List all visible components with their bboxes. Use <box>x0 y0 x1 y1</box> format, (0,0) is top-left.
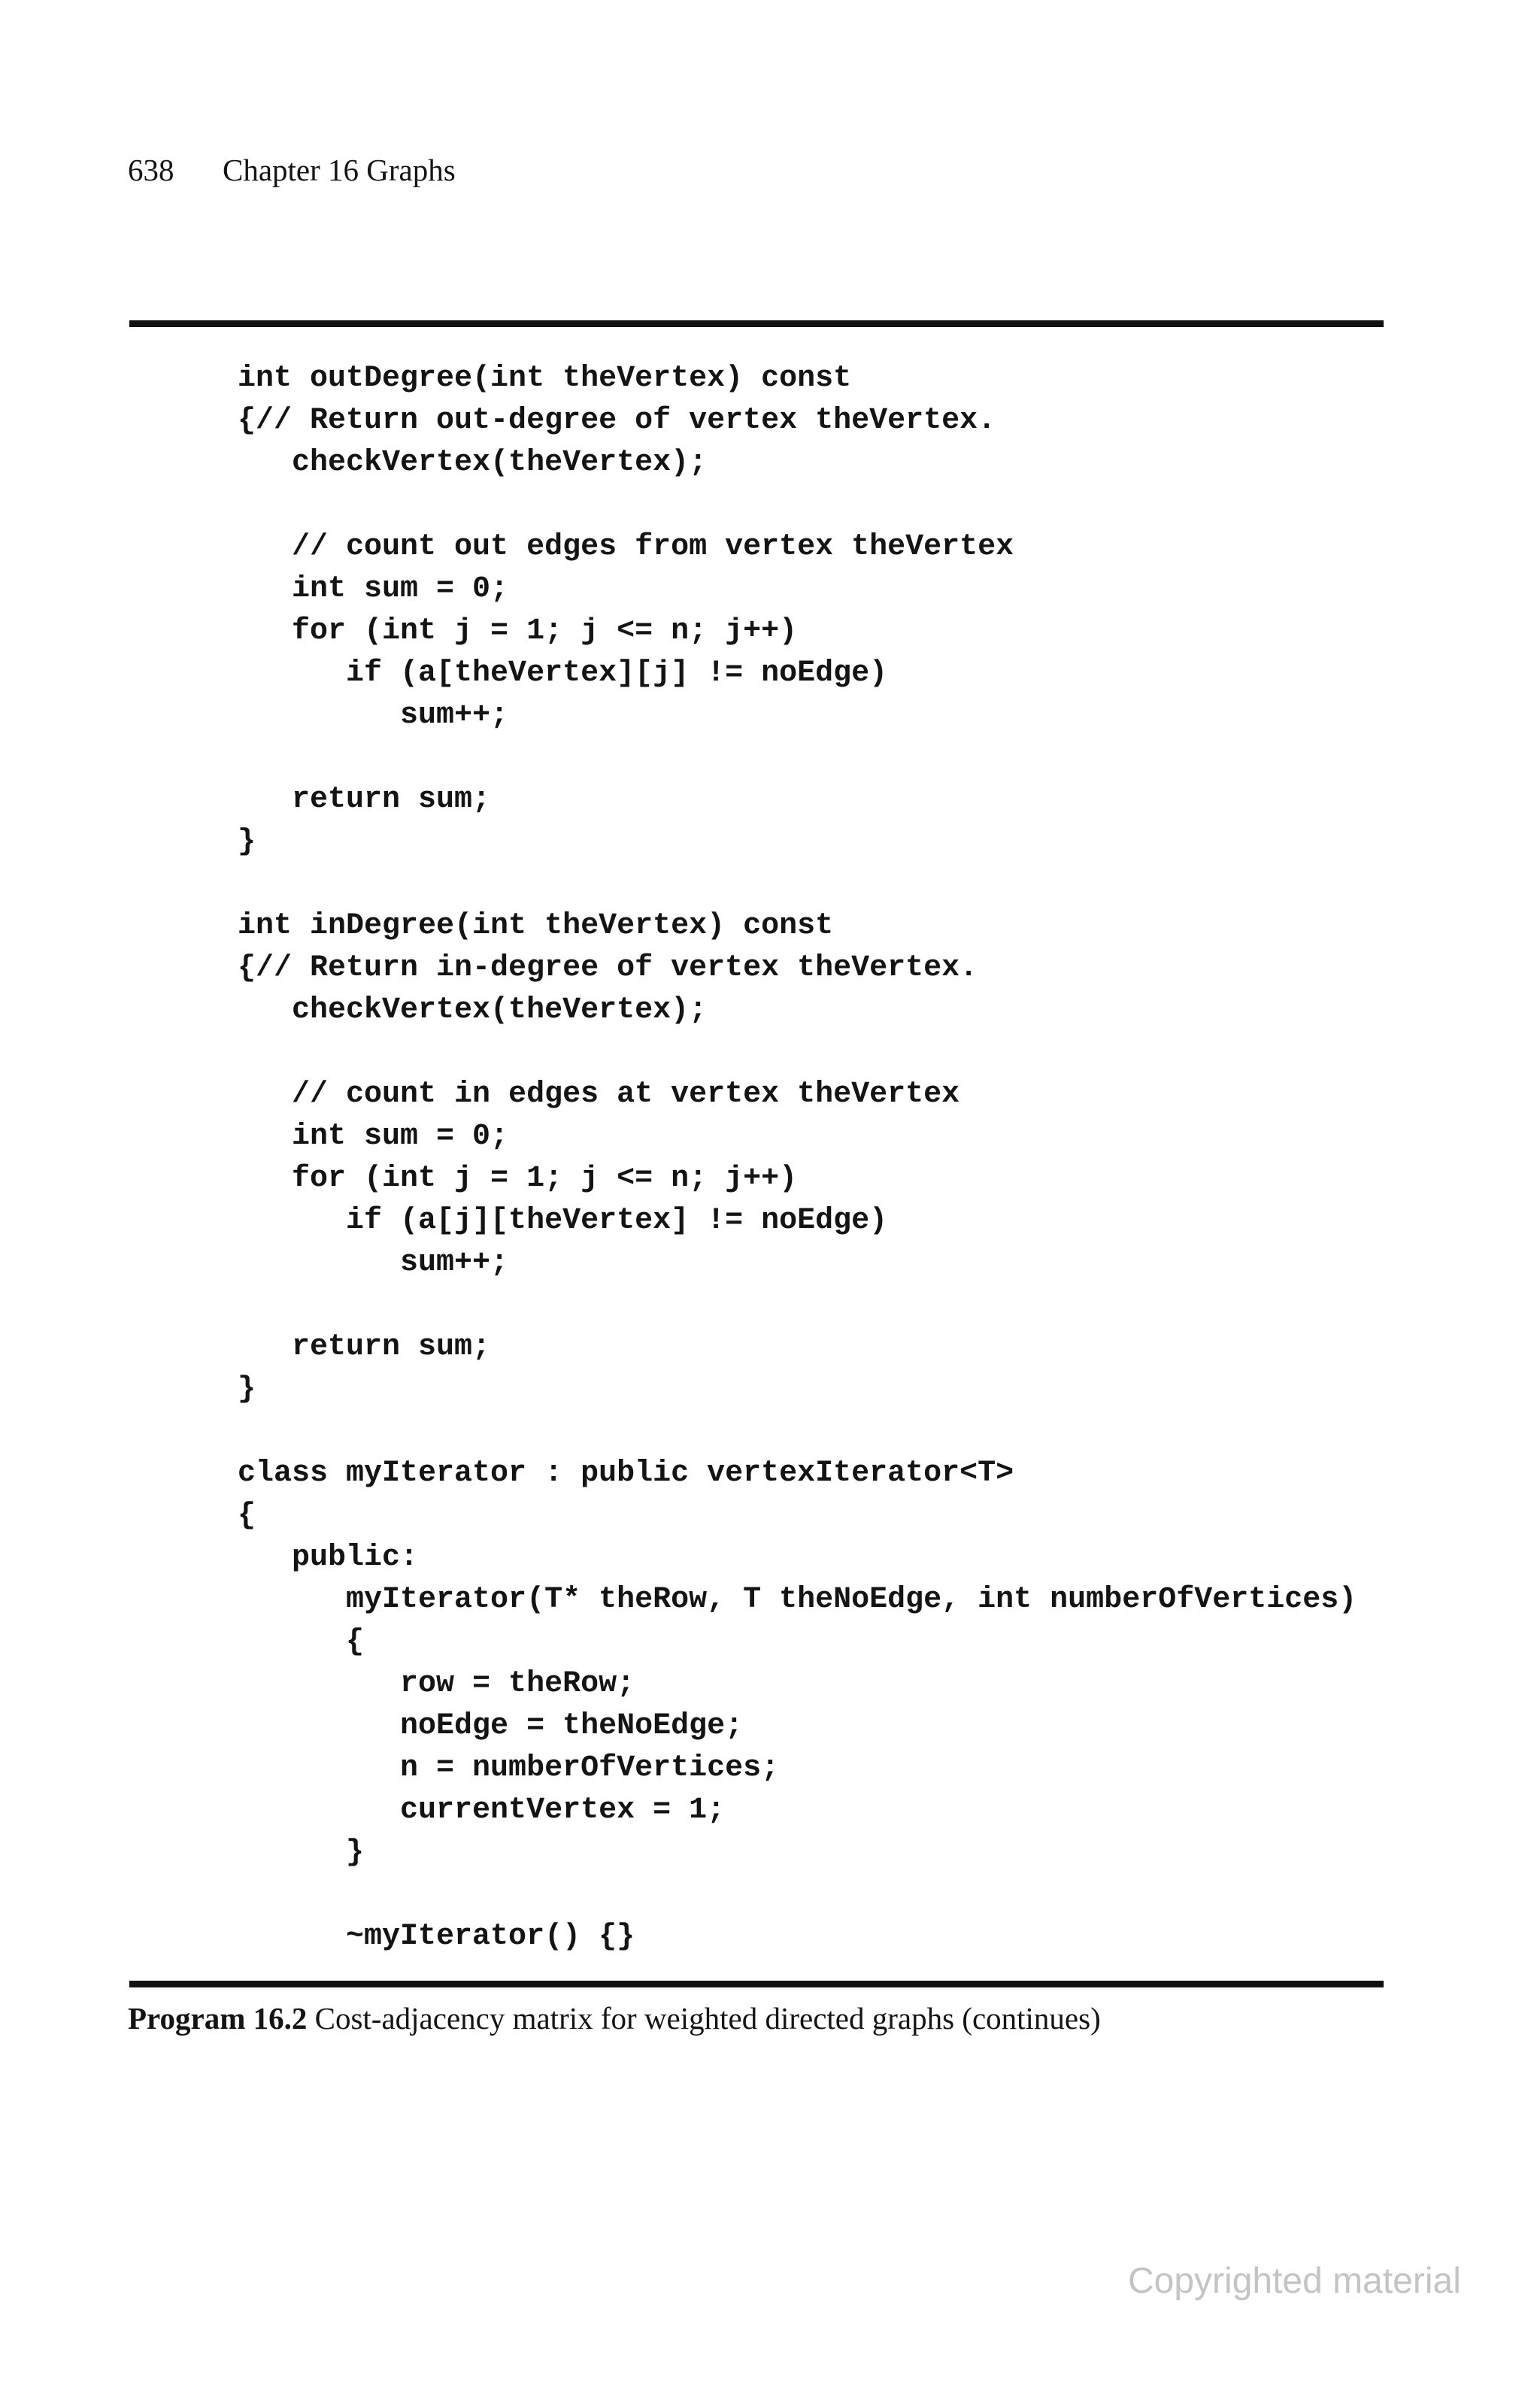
page-header <box>128 155 456 186</box>
code-listing <box>238 358 1357 1958</box>
code-line: for (int j = 1; j <= n; j++) <box>238 1162 798 1196</box>
code-line: checkVertex(theVertex); <box>238 993 708 1027</box>
code-line: public: <box>238 1541 419 1575</box>
code-line: } <box>238 1836 365 1869</box>
code-line: for (int j = 1; j <= n; j++) <box>238 614 798 648</box>
code-line: // count out edges from vertex theVertex <box>238 530 1014 564</box>
code-line: { <box>238 1625 365 1659</box>
running-title: Chapter 16 Graphs <box>223 153 456 187</box>
code-line: checkVertex(theVertex); <box>238 446 708 480</box>
code-line: int sum = 0; <box>238 1120 509 1154</box>
code-line <box>238 1411 1357 1453</box>
code-line: { <box>238 1499 256 1533</box>
code-line: ~myIterator() {} <box>238 1920 635 1954</box>
caption-text: Cost-adjacency matrix for weighted directed graphs (continues) <box>314 2001 1101 2036</box>
code-line: currentVertex = 1; <box>238 1793 726 1827</box>
code-line <box>238 737 1357 779</box>
code-line: if (a[j][theVertex] != noEdge) <box>238 1204 888 1238</box>
code-line: if (a[theVertex][j] != noEdge) <box>238 656 888 690</box>
page-number: 638 <box>128 153 174 187</box>
code-line <box>238 1284 1357 1326</box>
code-line: sum++; <box>238 699 509 732</box>
code-line: return sum; <box>238 783 491 817</box>
code-line: n = numberOfVertices; <box>238 1751 780 1785</box>
code-line: noEdge = theNoEdge; <box>238 1709 744 1743</box>
code-line <box>238 484 1357 526</box>
code-line: int outDegree(int theVertex) const <box>238 362 852 396</box>
code-line: } <box>238 1372 256 1406</box>
code-line: {// Return in-degree of vertex theVertex. <box>238 951 978 985</box>
code-line: row = theRow; <box>238 1667 635 1701</box>
code-line: // count in edges at vertex theVertex <box>238 1078 960 1111</box>
code-line: } <box>238 825 256 859</box>
bottom-rule <box>129 1981 1384 1987</box>
code-line: sum++; <box>238 1246 509 1280</box>
code-line: {// Return out-degree of vertex theVertex. <box>238 404 996 438</box>
caption-label: Program 16.2 <box>128 2001 308 2036</box>
code-line <box>238 1874 1357 1916</box>
code-line <box>238 1032 1357 1074</box>
code-line <box>238 863 1357 905</box>
code-line: int sum = 0; <box>238 572 509 606</box>
code-line: myIterator(T* theRow, T theNoEdge, int numberOfVertices) <box>238 1583 1357 1617</box>
top-rule <box>129 320 1384 327</box>
code-line: return sum; <box>238 1330 491 1364</box>
code-line: class myIterator : public vertexIterator<T> <box>238 1457 1014 1490</box>
program-caption <box>128 2000 1101 2037</box>
code-line: int inDegree(int theVertex) const <box>238 909 834 943</box>
copyright-watermark: Copyrighted material <box>1128 2261 1461 2301</box>
